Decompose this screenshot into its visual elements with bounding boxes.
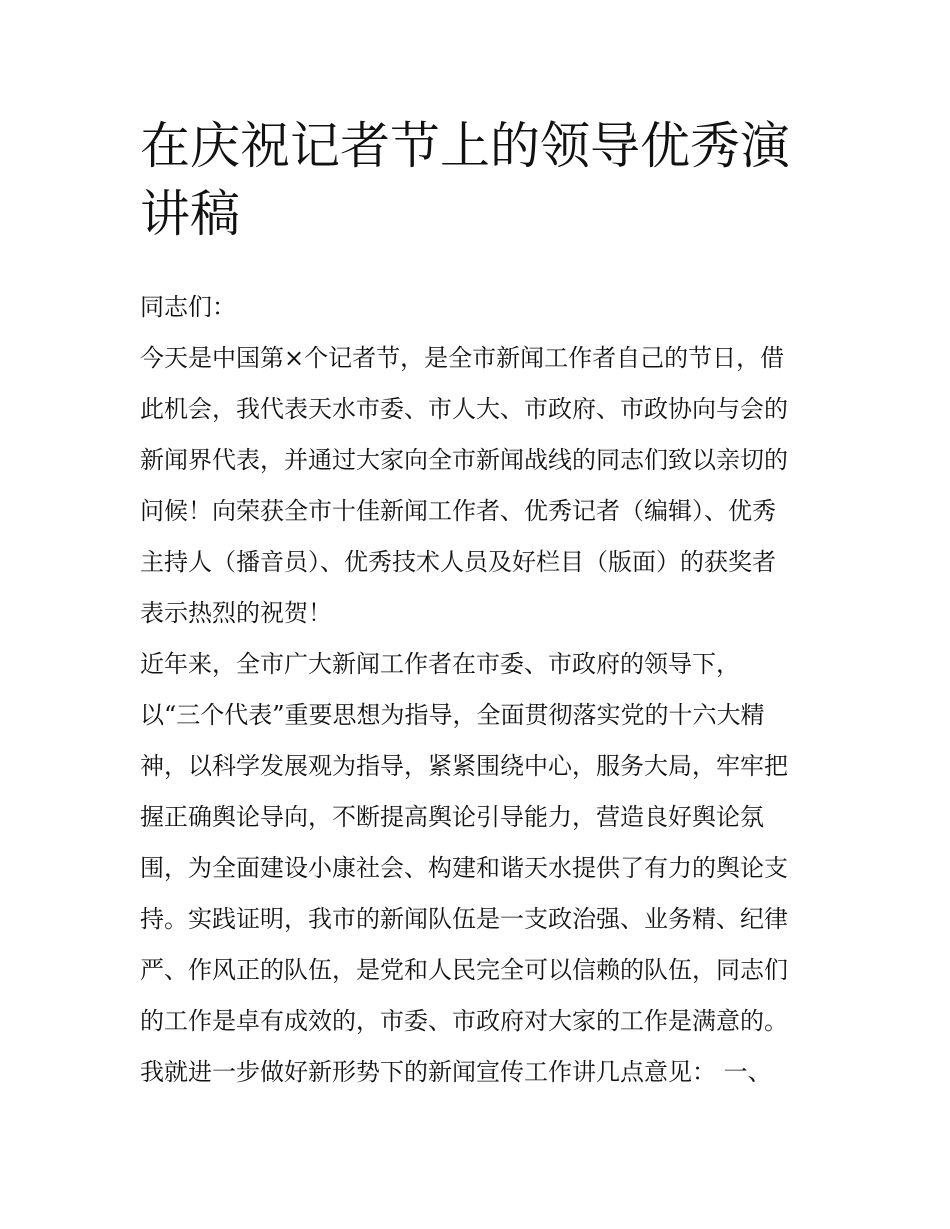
body-line: 神，以科学发展观为指导，紧紧围绕中心，服务大局，牢牢把: [140, 752, 788, 780]
body-line: 问候！向荣获全市十佳新闻工作者、优秀记者（编辑）、优秀: [140, 497, 776, 525]
body-line: 持。实践证明，我市的新闻队伍是一支政治强、业务精、纪律: [140, 905, 788, 933]
body-line: 此机会，我代表天水市委、市人大、市政府、市政协向与会的: [140, 395, 788, 423]
title-line-2: 讲稿: [140, 185, 240, 243]
body-line: 新闻界代表，并通过大家向全市新闻战线的同志们致以亲切的: [140, 446, 788, 474]
body-line: 主持人（播音员）、优秀技术人员及好栏目（版面）的获奖者: [140, 548, 776, 576]
body-line: 围，为全面建设小康社会、构建和谐天水提供了有力的舆论支: [140, 854, 788, 882]
body-line: 近年来，全市广大新闻工作者在市委、市政府的领导下，: [140, 650, 740, 678]
body-line: 的工作是卓有成效的，市委、市政府对大家的工作是满意的。: [140, 1007, 788, 1035]
body-line: 我就进一步做好新形势下的新闻宣传工作讲几点意见： 一、: [140, 1058, 772, 1086]
body-line: 今天是中国第×个记者节，是全市新闻工作者自己的节日，借: [140, 344, 785, 372]
body-line: 以“三个代表”重要思想为指导，全面贯彻落实党的十六大精: [140, 701, 765, 729]
document-content: [140, 112, 812, 1098]
title-line-1: 在庆祝记者节上的领导优秀演: [140, 117, 790, 175]
document-body: [140, 282, 812, 1098]
body-line: 表示热烈的祝贺！: [140, 599, 332, 627]
document-title: [140, 112, 812, 248]
body-line: 严、作风正的队伍，是党和人民完全可以信赖的队伍，同志们: [140, 956, 788, 984]
body-line: 握正确舆论导向，不断提高舆论引导能力，营造良好舆论氛: [140, 803, 764, 831]
salutation-line: 同志们：: [140, 293, 236, 321]
